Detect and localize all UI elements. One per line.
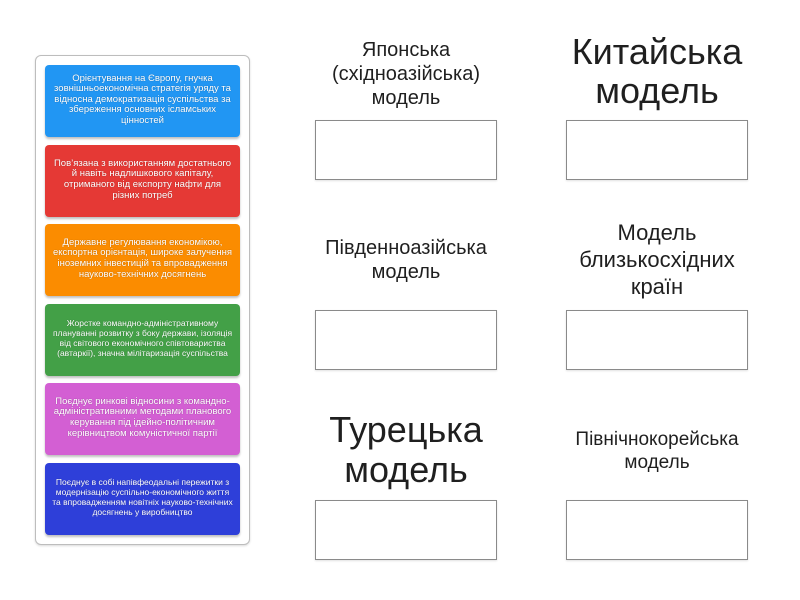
drop-box[interactable] — [315, 310, 497, 370]
answer-card[interactable] — [45, 463, 240, 535]
card-text: Жорстке командно-адміністративному плануванні розвитку з боку держави, ізоляція від світового економічного співтовариства (автаркії), значна мілітаризація суспільства — [52, 318, 233, 358]
card-text: Поєднує ринкові відносини з командно-адміністративними методами планового керування під ідейно-політичним керівництвом комуністичної партії — [53, 395, 232, 439]
answer-card[interactable] — [45, 224, 240, 296]
card-text: Пов’язана з використанням достатнього й навіть надлишкового капіталу, отриманого від експорту нафти для різних потреб — [53, 157, 232, 201]
card-text: Державне регулювання економікою, експортна орієнтація, широке залучення іноземних інвестицій та впровадження науково-технічних досягнень — [52, 236, 233, 280]
card-text: Орієнтування на Європу, гнучка зовнішньоекономічна стратегія уряду та відносна демократизація суспільства за збереження основних ісламських цінностей — [54, 72, 231, 126]
card-text: Поєднує в собі напівфеодальні пережитки з модернізацію суспільно-економічного життя та впровадженням новітніх науково-технічних досягнень у виробництво — [52, 477, 233, 517]
answer-card[interactable] — [45, 145, 240, 217]
answer-card[interactable] — [45, 383, 240, 455]
zone-title: Турецька модель — [329, 409, 483, 490]
drop-box[interactable] — [566, 310, 748, 370]
zone-title: Китайська модель — [571, 31, 743, 111]
answer-card[interactable] — [45, 304, 240, 376]
zone-title: Північнокорейська модель — [575, 429, 739, 473]
drop-box[interactable] — [315, 500, 497, 560]
answer-card[interactable] — [45, 65, 240, 137]
zone-title: Модель близькосхідних країн — [579, 220, 735, 299]
drop-box[interactable] — [566, 120, 748, 180]
zone-title: Японська (східноазійська) модель — [331, 39, 481, 109]
drop-box[interactable] — [315, 120, 497, 180]
drop-box[interactable] — [566, 500, 748, 560]
zone-title: Південноазійська модель — [325, 237, 487, 283]
cards-panel — [35, 55, 250, 545]
